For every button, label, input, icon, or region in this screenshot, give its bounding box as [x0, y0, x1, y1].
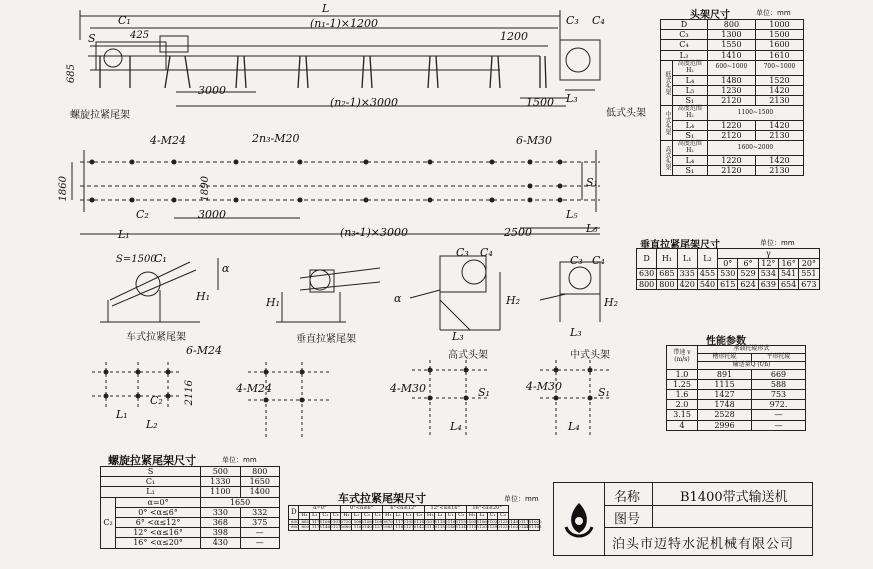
logo-icon: [554, 483, 604, 555]
cart-sub-header: H₁: [299, 512, 309, 519]
cart-cell: 1445: [518, 525, 528, 531]
cart-cell: 1345: [456, 525, 466, 531]
cart-cell: 800: [299, 525, 309, 531]
name-row: [604, 483, 812, 506]
cart-cell: 1160: [445, 519, 455, 525]
mid-head-frame-sketch: [540, 262, 600, 322]
dim-H1-vert: H₁: [266, 296, 281, 309]
cart-sub-header: C₁: [362, 512, 372, 519]
caption-cart-tail: 车式拉紧尾架: [126, 332, 186, 343]
table-row: C₁ 1330 1650: [101, 477, 280, 487]
cart-cell: 1140: [414, 519, 424, 525]
dim-H2-high: H₂: [506, 294, 521, 307]
cart-sub-header: C₂: [372, 512, 382, 519]
table-row: D H₁ L₁ L₂ γ: [637, 249, 820, 259]
cart-cell: 1405: [362, 525, 372, 531]
caption-low-head: 低式头架: [606, 108, 646, 119]
cart-cell: 1030: [508, 525, 518, 531]
cart-cell: 1165: [529, 525, 540, 531]
dim-L3-mid: L₃: [570, 326, 582, 339]
dim-1500: 1500: [526, 96, 554, 109]
cart-table-title: 车式拉紧尾架尺寸: [338, 492, 426, 505]
spiral-table-unit: 单位：mm: [222, 456, 257, 464]
table-row: 中式头架 高度范围 H₂ 1100~1500: [661, 106, 804, 121]
table-row: L₄ 1220 1420: [661, 156, 804, 166]
cart-cell: 1425: [414, 525, 424, 531]
dim-C2-bolt: C₂: [150, 394, 163, 407]
head-frame-table: [660, 19, 804, 176]
table-row: 2.0 1748 972.: [667, 400, 806, 410]
dim-C1: C₁: [118, 14, 131, 27]
cart-sub-header: L₁: [477, 512, 487, 519]
dim-1200: 1200: [500, 30, 528, 43]
vertical-table-title: 垂直拉紧尾架尺寸: [640, 240, 720, 251]
cart-cell: 1400: [508, 519, 518, 525]
cart-cell: 1060: [477, 519, 487, 525]
table-row: 高式头架 高度范围 H₂ 1600~2000: [661, 141, 804, 156]
company-name: 泊头市迈特水泥机械有限公司: [612, 537, 795, 552]
caption-vertical-tail: 垂直拉紧尾架: [296, 334, 356, 345]
table-row: D 800 1000: [661, 20, 804, 30]
dim-S: S: [88, 32, 96, 45]
cart-cell: 1100: [351, 525, 361, 531]
dim-L1-bolt: L₁: [116, 408, 128, 421]
drawing-name: B1400带式输送机: [680, 490, 788, 505]
caption-high-head: 高式头架: [448, 350, 488, 361]
cart-cell: 1015: [424, 519, 434, 525]
cart-sub-header: C₁: [445, 512, 455, 519]
plan-view-bolt-holes: [90, 160, 563, 203]
head-table-title: 头架尺寸: [690, 10, 730, 21]
cart-sub-header: C₂: [330, 512, 340, 519]
dim-3000-top: 3000: [198, 84, 226, 97]
table-row: 12° <α≤16° 398 —: [101, 528, 280, 538]
table-row: 1.25 1115 588: [667, 379, 806, 389]
dim-L4-bolt-b: L₄: [568, 420, 580, 433]
dim-s1500: S=1500: [116, 254, 157, 265]
cart-cell: 1080: [320, 519, 330, 525]
table-row: L₄ 1480 1520: [661, 75, 804, 85]
cart-cell: 1155: [466, 525, 476, 531]
table-row: 带速 v (m/s) 承载托辊形式: [667, 346, 806, 354]
table-row: [289, 512, 540, 519]
cart-sub-header: L₁: [435, 512, 445, 519]
cart-cell: 1055: [466, 519, 476, 525]
table-row: 0° 6° 12° 16° 20°: [637, 259, 820, 269]
table-row: S 500 800: [101, 467, 280, 477]
cart-sub-header: C₂: [456, 512, 466, 519]
dim-S1-plan: S₁: [586, 176, 598, 189]
cart-sub-header: L₁: [351, 512, 361, 519]
performance-title: 性能参数: [706, 336, 746, 347]
dim-4m30a: 4-M30: [390, 382, 426, 395]
caption-spiral-tail: 螺旋拉紧尾架: [70, 110, 130, 121]
cart-cell: 1270: [403, 525, 413, 531]
cart-cell: 1175: [309, 519, 319, 525]
table-row: 1.0 891 669: [667, 369, 806, 379]
cart-sub-header: L₁: [393, 512, 403, 519]
dim-1890: 1890: [200, 176, 211, 202]
cart-cell: 1180: [435, 519, 445, 525]
cart-cell: 1205: [477, 525, 487, 531]
table-row: S₁ 2120 2130: [661, 131, 804, 141]
cart-sub-header: L₁: [309, 512, 319, 519]
dim-C3-mid: C₃: [570, 254, 583, 267]
cart-cell: 1175: [518, 519, 528, 525]
dim-6m24: 6-M24: [186, 344, 222, 357]
dim-1860: 1860: [58, 176, 69, 202]
table-row: 1.6 1427 753: [667, 390, 806, 400]
cart-cell: 1185: [393, 525, 403, 531]
table-row: L₁ 1100 1400: [101, 487, 280, 497]
cart-sub-header: C₁: [487, 512, 497, 519]
dim-L: L: [322, 2, 330, 15]
dim-C4-top: C₄: [592, 14, 605, 27]
cart-sub-header: H₁: [383, 512, 393, 519]
dim-4m24: 4-M24: [236, 382, 272, 395]
cart-cell: 1050: [403, 519, 413, 525]
cart-cell: 1460: [320, 525, 330, 531]
title-block: [553, 482, 813, 556]
cart-group-header: 0°<α≤6°: [341, 506, 383, 513]
dim-685: 685: [66, 64, 77, 84]
table-row: 0° <α≤6° 330 332: [101, 507, 280, 517]
cart-group-header: 16°<α≤20°: [466, 506, 508, 513]
table-row: [289, 525, 540, 531]
dim-2500: 2500: [504, 226, 532, 239]
cart-cell: 1175: [309, 525, 319, 531]
plan-view: [80, 162, 600, 200]
cart-cell: 685: [299, 519, 309, 525]
dim-L4-bolt-a: L₄: [450, 420, 462, 433]
table-row: 6° <α≤12° 368 375: [101, 517, 280, 527]
cart-cell: 1390: [487, 525, 497, 531]
dim-425: 425: [130, 30, 150, 41]
cart-group-header: 6°<α≤12°: [383, 506, 425, 513]
cart-cell: 1170: [393, 519, 403, 525]
table-row: L₄ 1220 1420: [661, 120, 804, 130]
cart-sub-header: C₂: [498, 512, 508, 519]
cart-sub-header: C₁: [403, 512, 413, 519]
table-row: 低式头架 高度范围 H₂ 600~1000 700~1000: [661, 60, 804, 75]
cart-cell: 1080: [362, 519, 372, 525]
cart-cell: 1010: [330, 519, 340, 525]
cart-cell: 720: [341, 519, 351, 525]
cart-cell: 1275: [372, 525, 382, 531]
cart-group-header: α=0°: [299, 506, 341, 513]
table-row: L₃ 1410 1610: [661, 50, 804, 60]
cart-cell: 1150: [435, 525, 445, 531]
cart-cell: 1080: [372, 519, 382, 525]
table-row: C₄ 1550 1600: [661, 40, 804, 50]
cart-cell: 1085: [351, 519, 361, 525]
cart-sub-header: H₁: [466, 512, 476, 519]
cart-group-header: 12°<α≤16°: [424, 506, 466, 513]
dim-S1-bolt-a: S₁: [478, 386, 490, 399]
dim-C1-cart: C₁: [154, 252, 167, 265]
dim-n1: (n₁-1)×1200: [310, 17, 379, 30]
cart-cell: 1110: [424, 525, 434, 531]
caption-mid-head: 中式头架: [570, 350, 610, 361]
cart-sub-header: H₁: [341, 512, 351, 519]
cart-cell: 800: [289, 525, 299, 531]
dim-H1-cart: H₁: [196, 290, 211, 303]
cart-cell: 630: [289, 519, 299, 525]
cart-cell: 1230: [498, 519, 508, 525]
dim-L2-bolt: L₂: [146, 418, 158, 431]
cart-sub-header: C₂: [414, 512, 424, 519]
company-logo: [554, 483, 605, 555]
cart-cell: 680: [341, 525, 351, 531]
table-row: C₂ α=0° 1650: [101, 497, 280, 507]
table-row: 4 2996 —: [667, 420, 806, 430]
table-row: 输送量Q (t/h): [667, 361, 806, 369]
plan-view-lines: [72, 150, 600, 234]
dim-bolt-m20: 2n₃-M20: [252, 132, 300, 145]
cart-cell: 1150: [456, 519, 466, 525]
table-row: 16° <α≤20° 430 —: [101, 538, 280, 548]
high-head-frame-sketch: [410, 256, 500, 330]
cart-cell: 1020: [529, 519, 540, 525]
dim-n2: (n₂-1)×3000: [330, 96, 399, 109]
cart-table-unit: 单位：mm: [504, 495, 539, 503]
drawing-number-label: 图号: [614, 512, 641, 527]
cart-cell: 1230: [498, 525, 508, 531]
table-row: 630 685 335 455 530 529 534 541 551: [637, 269, 820, 279]
table-row: S₁ 2120 2130: [661, 166, 804, 176]
table-row: C₃ 1300 1500: [661, 30, 804, 40]
dim-bolt-m30: 6-M30: [516, 134, 552, 147]
spiral-tail-table: [100, 466, 280, 549]
table-row: 3.15 2528 —: [667, 410, 806, 420]
dim-alpha-cart: α: [222, 262, 230, 275]
head-table-unit: 单位：mm: [756, 9, 791, 17]
name-label: 名称: [614, 490, 641, 505]
dim-L5-plan: L₅: [566, 208, 578, 221]
dim-2116: 2116: [184, 380, 195, 406]
table-row: L₅ 1230 1420: [661, 85, 804, 95]
cart-cell: 1030: [487, 519, 497, 525]
dim-L3-top: L₃: [566, 92, 578, 105]
dim-L6-plan: L₆: [586, 222, 598, 235]
drawing-number-row: [604, 505, 812, 528]
vertical-tail-frame-sketch: [276, 268, 380, 322]
table-row: 800 800 420 540 615 624 639 654 673: [637, 279, 820, 289]
cart-tail-table: [288, 505, 540, 531]
dim-bolt-m24: 4-M24: [150, 134, 186, 147]
dim-n3: (n₃-1)×3000: [340, 226, 409, 239]
dim-C3-top: C₃: [566, 14, 579, 27]
cart-cell: 870: [383, 519, 393, 525]
vertical-table-unit: 单位：mm: [760, 239, 795, 247]
table-row: S₁ 2120 2130: [661, 95, 804, 105]
cart-sub-header: H₁: [424, 512, 434, 519]
spiral-table-title: 螺旋拉紧尾架尺寸: [108, 454, 196, 467]
dim-C4-high: C₄: [480, 246, 493, 259]
dim-C4-mid: C₄: [592, 254, 605, 267]
company-row: [604, 527, 812, 555]
dim-3000-plan: 3000: [198, 208, 226, 221]
cart-cell: 1405: [445, 525, 455, 531]
cart-col-D: D: [289, 506, 299, 520]
cart-sub-header: C₁: [320, 512, 330, 519]
dim-L3-high: L₃: [452, 330, 464, 343]
cart-cell: 985: [383, 525, 393, 531]
dim-alpha-vert: α: [394, 292, 402, 305]
dim-S1-bolt-b: S₁: [598, 386, 610, 399]
vertical-tail-table: [636, 248, 820, 290]
cart-cell: 1275: [330, 525, 340, 531]
dim-C3-high: C₃: [456, 246, 469, 259]
dim-H2-mid: H₂: [604, 296, 619, 309]
dim-4m30b: 4-M30: [526, 380, 562, 393]
table-row: 槽形托辊 平形托辊: [667, 353, 806, 361]
dim-L1-plan: L₁: [118, 228, 130, 241]
performance-table: [666, 345, 806, 431]
dim-C2-plan: C₂: [136, 208, 149, 221]
